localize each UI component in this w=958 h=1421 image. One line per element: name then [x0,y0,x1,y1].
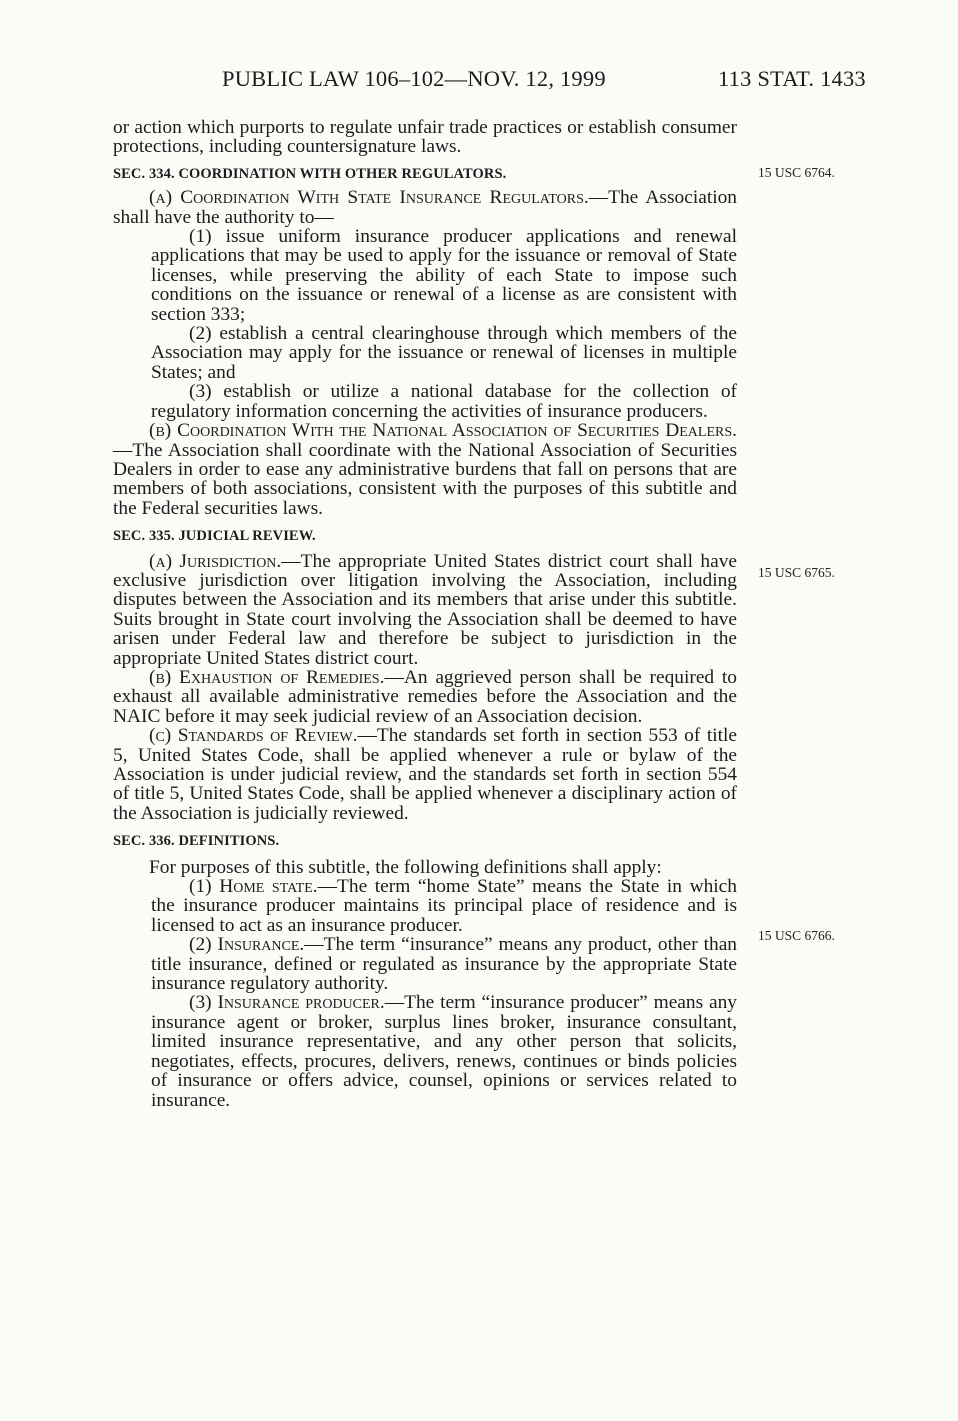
sec335-a-text: —The appropriate United States district court shall have exclusive jurisdiction over litigation involving the Association, including disputes between the Association and its members that arise under this subtitle. Suits brought in State court involving the Association shall be deemed to have arisen under Federal law and therefore be subject to jurisdiction in the appropriate United States district court. [113,550,737,669]
page-body [113,118,737,1110]
sec334-a-label: (a) Coordination With State Insurance Regulators. [149,187,589,209]
sec336-intro: For purposes of this subtitle, the following definitions shall apply: [149,856,662,878]
sec336-heading: SEC. 336. DEFINITIONS. [113,833,280,850]
page-header [0,66,958,96]
sec335-c-text: —The standards set forth in section 553 of title 5, United States Code, shall be applied whenever a rule or bylaw of the Association is under judicial review, and the standards set forth in section 554 of title 5, United States Code, shall be applied whenever a disciplinary action of the Association is judicially reviewed. [113,725,737,824]
sec335-b-paragraph [113,668,737,726]
sec335-heading: SEC. 335. JUDICIAL REVIEW. [113,528,316,545]
sec334-b-paragraph [113,421,737,518]
margin-note-sec336: 15 USC 6766. [758,928,835,943]
margin-note-sec335: 15 USC 6765. [758,565,835,580]
sec335-b-label: (b) Exhaustion of Remedies. [149,666,385,688]
sec336-definition-1 [113,877,737,935]
sec335-c-label: (c) Standards of Review. [149,725,358,747]
header-stat-page: 113 STAT. 1433 [718,66,866,91]
sec335-a-label: (a) Jurisdiction. [149,550,282,572]
sec336-d2-text: —The term “insurance” means any product, other than title insurance, defined or regulated as insurance by the appropriate State insurance regulatory authority. [151,934,738,995]
sec334-b-label: (b) Coordination With the National Association of Securities Dealers. [149,420,737,442]
sec334-b-text: —The Association shall coordinate with the National Association of Securities Dealers in order to ease any administrative burdens that fall on persons that are members of both associations, consistent with the purposes of this subtitle and the Federal securities laws. [113,439,737,519]
header-title: PUBLIC LAW 106–102—NOV. 12, 1999 [222,66,606,91]
sec336-definition-3 [113,993,737,1109]
sec336-d2-label: (2) Insurance. [189,934,305,956]
sec336-definition-2 [113,935,737,993]
sec336-d1-text: —The term “home State” means the State in which the insurance producer maintains its principal place of residence and is licensed to act as an insurance producer. [151,876,737,936]
sec335-a-paragraph [113,552,737,668]
sec336-d1-label: (1) Home state. [189,876,318,898]
sec334-item-3: (3) establish or utilize a national database for the collection of regulatory information concerning the activities of insurance producers. [151,381,737,422]
sec335-c-paragraph [113,726,737,823]
sec335-b-text: —An aggrieved person shall be required to exhaust all available administrative remedies before the Association and the NAIC before it may seek judicial review of an Association decision. [113,666,737,727]
margin-note-sec334: 15 USC 6764. [758,165,835,180]
sec336-d3-text: —The term “insurance producer” means any insurance agent or broker, surplus lines broker, insurance consultant, limited insurance representative, and any other person that solicits, negotiates, effects, procures, delivers, renews, continues or binds policies of insurance or offers advice, counsel, opinions or services related to insurance. [151,992,737,1111]
sec334-item-2: (2) establish a central clearinghouse through which members of the Association may apply for the issuance or renewal of licenses in multiple States; and [151,323,737,383]
continuation-paragraph: or action which purports to regulate unfair trade practices or establish consumer protections, including countersignature laws. [113,117,737,158]
sec334-a-paragraph [113,188,737,227]
sec334-a-text: —The Association shall have the authority to— [113,187,737,228]
sec334-heading: SEC. 334. COORDINATION WITH OTHER REGULATORS. [113,165,507,182]
sec334-item-1: (1) issue uniform insurance producer applications and renewal applications that may be used to apply for the issuance or removal of State licenses, while preserving the ability of each State to impose such conditions on the issuance or renewal of a license as are consistent with section 333; [151,226,737,325]
sec336-d3-label: (3) Insurance producer. [189,992,385,1014]
